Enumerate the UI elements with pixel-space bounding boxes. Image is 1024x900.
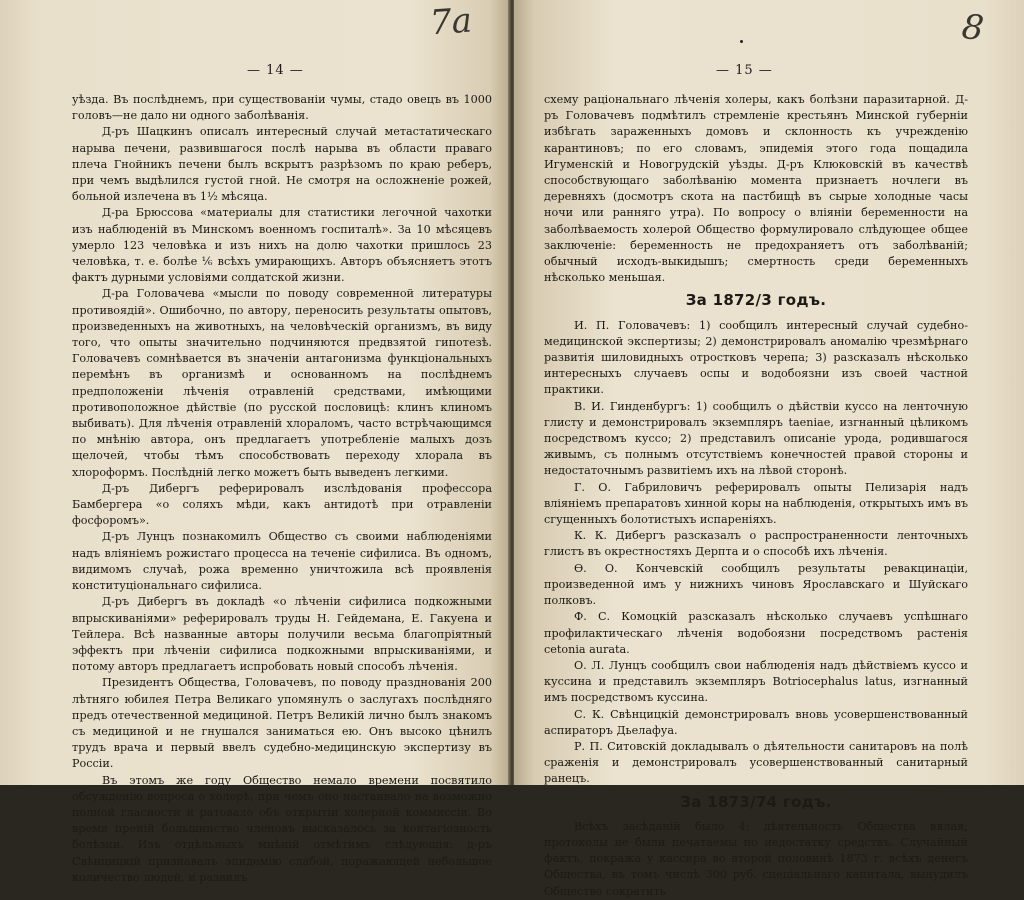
paragraph: Президентъ Общества, Головачевъ, по поводу празднованія 200 лѣтняго юбилея Петра Великаго упомянулъ о заслугахъ послѣдняго предъ отечественной медициной. Петръ Великій лично былъ знакомъ съ медициной и не гнушался заниматься ею. Онъ высоко цѣнилъ трудъ врача и первый ввелъ судебно-медицинскую экспертизу въ Россіи. [72,676,492,771]
paragraph: С. К. Свѣнцицкій демонстрировалъ вновь усовершенствованный аспираторъ Дьелафуа. [544,707,968,737]
paragraph: Д-ръ Дибергъ въ докладѣ «о лѣченіи сифилиса подкожными впрыскиваніями» реферировалъ труды Н. Гейдемана, Е. Гакуена и Тейлера. Всѣ названные авторы получили весьма благопріятный эффектъ при лѣченіи сифилиса подкожными впрыскиваніями, и потому авторъ предлагаетъ испробовать новый способъ лѣченія. [72,595,492,674]
paragraph: Ф. С. Комоцкій разсказалъ нѣсколько случаевъ успѣшнаго профилактическаго лѣченія водобоязни посредствомъ растенія cetonia aurata. [544,610,968,656]
handwritten-page-number: 8 [959,6,986,50]
paragraph: Д-ра Брюссова «материалы для статистики легочной чахотки изъ наблюденій въ Минскомъ военномъ госпиталѣ». За 10 мѣсяцевъ умерло 123 человѣка и изъ нихъ на долю чахотки пришлось 23 человѣка, т. е. болѣе ⅙ всѣхъ умирающихъ. Авторъ объясняетъ этотъ фактъ дурными условіями солдатской жизни. [72,206,492,285]
section-1872 [544,318,968,788]
left-page [0,0,510,884]
page-number: — 15 — [716,63,773,78]
paragraph: В. И. Гинденбургъ: 1) сообщилъ о дѣйствіи куссо на ленточную глисту и демонстрировалъ экземпляръ taeniae, изгнанный цѣликомъ посредствомъ куссо; 2) представилъ описаніе урода, родившагося живымъ, съ полнымъ отсутствіемъ конечностей правой стороны и недостаточнымъ развитіемъ ихъ на лѣвой сторонѣ. [544,399,968,478]
intro-section [544,92,968,286]
paragraph: Д-ра Головачева «мысли по поводу современной литературы противоядій». Ошибочно, по автору, переносить результаты опытовъ, произведенныхъ на животныхъ, на человѣческій организмъ, въ виду того, что опыты значительно подчиняются предвзятой гипотезѣ. Головачевъ сомнѣвается въ значеніи антагонизма функціональныхъ перемѣнъ въ организмѣ и основанномъ на послѣднемъ предположеніи лѣченія отравленій средствами, имѣющими противоположное дѣйствіе (по русской пословицѣ: клинъ клиномъ выбивать). Для лѣченія отравленій хлораломъ, часто встрѣчающимся по мнѣнію автора, онъ предлагаетъ употребленіе малыхъ дозъ щелочей, чтобы тѣмъ способствовать переходу хлорала въ хлороформъ. Послѣдній легко можетъ быть выведенъ легкими. [72,287,492,479]
section-heading-1872: За 1872/3 годъ. [685,291,827,310]
paragraph: схему раціональнаго лѣченія холеры, какъ болѣзни паразитарной. Д-ръ Головачевъ подмѣтилъ стремленіе крестьянъ Минской губерніи избѣгать зараженныхъ домовъ и склонность къ учрежденію карантиновъ; по его словамъ, эпидемія этого года пощадила Игуменскій и Новогрудскій уѣзды. Д-ръ Клюковскій въ качествѣ способствующаго заболѣванію момента признаетъ ночлеги въ деревняхъ (досмотръ скота на пастбищѣ въ сырые холодные часы ночи или ранняго утра). По вопросу о вліяніи беременности на заболѣваемость холерой Общество формулировало слѣдующее общее заключеніе: беременность не предохраняетъ отъ заболѣваній; обычный исходъ-выкидышъ; смертность среди беременныхъ нѣсколько меньшая. [544,93,968,285]
paragraph: Д-ръ Лунцъ познакомилъ Общество съ своими наблюденіями надъ вліяніемъ рожистаго процесса на теченіе сифилиса. Въ одномъ, видимомъ случаѣ, рожа временно уничтожила всѣ проявленія конституціональнаго сифилиса. [72,530,492,593]
paragraph: Д-ръ Шацкинъ описалъ интересный случай метастатическаго нарыва печени, развившагося послѣ нарыва въ области праваго плеча Гнойникъ печени былъ вскрытъ разрѣзомъ по краю реберъ, при чемъ выдѣлился густой гной. Не смотря на осложненіе рожей, больной излечена въ 1½ мѣсяца. [72,125,492,204]
paragraph: Р. П. Ситовскій докладывалъ о дѣятельности санитаровъ на полѣ сраженія и демонстрировалъ усовершенствованный санитарный ранецъ. [544,739,968,786]
left-page-body [72,92,492,886]
paragraph: И. П. Головачевъ: 1) сообщилъ интересный случай судебно-медицинской экспертизы; 2) демонстрировалъ аномалію чрезмѣрнаго развитія шиловидныхъ отростковъ черепа; 3) разсказалъ нѣсколько интересныхъ случаевъ оспы и водобоязни изъ своей частной практики. [544,318,968,397]
right-page-body [544,92,968,900]
ink-dot [740,40,743,43]
section-heading-1873: За 1873/74 годъ. [680,792,832,811]
paragraph: О. Л. Лунцъ сообщилъ свои наблюденія надъ дѣйствіемъ куссо и куссина и представилъ экземпляръ Botriocephalus latus, изгнанный имъ посредствомъ куссина. [544,658,968,705]
section-1873 [544,819,968,900]
right-page [514,0,1024,898]
handwritten-page-number: 7а [428,0,474,44]
paragraph: уѣзда. Въ послѣднемъ, при существованіи чумы, стадо овецъ въ 1000 головъ—не дало ни одного заболѣванія. [72,93,492,123]
paragraph: Г. О. Габриловичъ реферировалъ опыты Пелизарія надъ вліяніемъ препаратовъ хинной коры на наблюденія, открытыхъ имъ въ сгущенныхъ болотистыхъ испареніяхъ. [544,480,968,527]
paragraph: К. К. Дибергъ разсказалъ о распространенности ленточныхъ глистъ въ окрестностяхъ Дерпта и о способѣ ихъ лѣченія. [544,529,968,559]
paragraph: Ѳ. О. Кончевскій сообщилъ результаты ревакцинаціи, произведенной имъ у нижнихъ чиновъ Ярославскаго и Шуйскаго полковъ. [544,561,968,608]
paragraph: Всѣхъ засѣданій было 4; дѣятельность Общества вялая; протоколы не были печатаемы по недостатку средствъ. Случайный фактъ, покража у кассира во второй половинѣ 1873 г. всѣхъ денегъ Общества, въ томъ числѣ 300 руб. спеціальнаго капитала, вынудилъ Общество сократить [544,819,968,898]
page-number: — 14 — [247,63,304,78]
paragraph: Д-ръ Дибергъ реферировалъ изслѣдованія профессора Бамбергера «о соляхъ мѣди, какъ антидотѣ при отравленіи фосфоромъ». [72,481,492,528]
paragraph: Въ этомъ же году Общество немало времени посвятило обсужденію вопроса о холерѣ, при чемъ оно настаивало на возможно полной гласности и ратовало объ открытіи холерной коммиссіи. Во время преній большинство членовъ высказалось за контагіозность болѣзни. Изъ отдѣльныхъ мнѣній отмѣтимъ слѣдующія: д-ръ Свѣнцицкій признавалъ эпидемію слабой, поражающей небольшое количество людей, и развилъ [72,773,492,884]
